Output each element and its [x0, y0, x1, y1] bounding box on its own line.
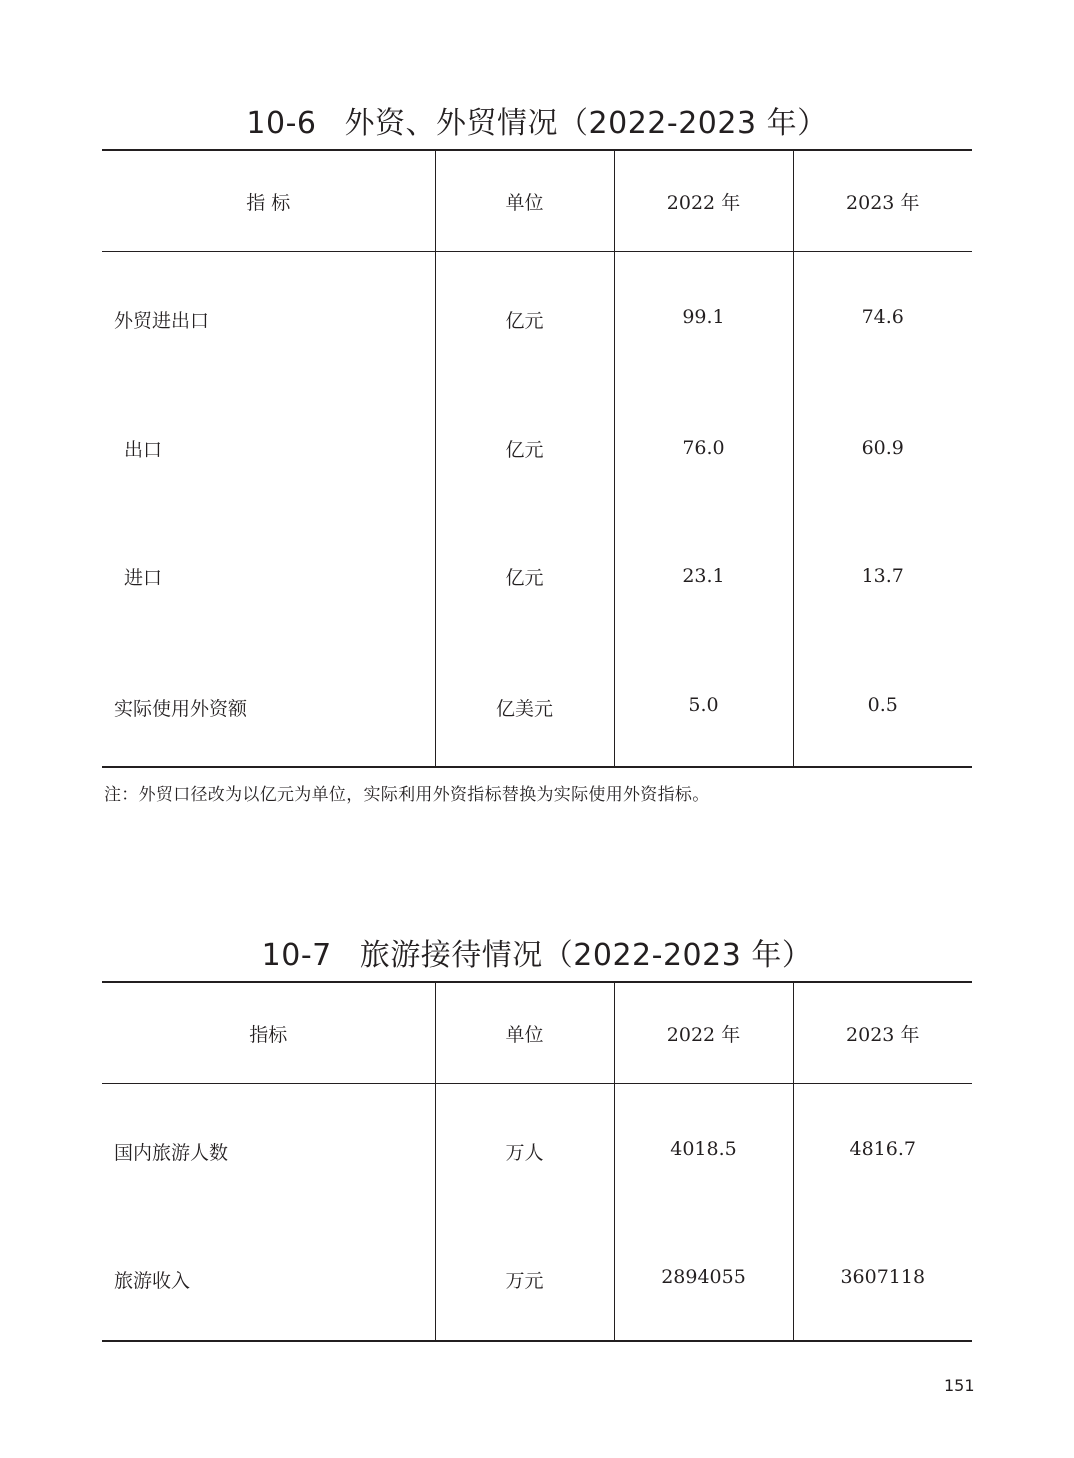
table-note: 注：外贸口径改为以亿元为单位，实际利用外资指标替换为实际使用外资指标。 — [104, 785, 710, 805]
table-10-6-title — [0, 98, 1074, 142]
table-10-7-number: 10-7 — [261, 938, 332, 973]
row-value-2022: 2894055 — [614, 1212, 793, 1341]
table-row — [102, 1084, 972, 1213]
row-label: 国内旅游人数 — [114, 1142, 229, 1164]
row-unit: 亿元 — [435, 384, 614, 512]
row-unit: 万人 — [435, 1084, 614, 1213]
header-indicator: 指标 — [249, 1023, 288, 1046]
table-row — [102, 252, 972, 385]
foreign-trade-table — [102, 149, 972, 768]
table-row — [102, 384, 972, 512]
table-row — [102, 1212, 972, 1341]
row-label: 实际使用外资额 — [114, 698, 248, 720]
header-2023: 2023 年 — [793, 150, 972, 252]
row-value-2022: 76.0 — [614, 384, 793, 512]
row-unit: 万元 — [435, 1212, 614, 1341]
row-value-2022: 99.1 — [614, 252, 793, 385]
row-value-2023: 13.7 — [793, 512, 972, 640]
table-10-6-number: 10-6 — [246, 106, 317, 141]
table-row — [102, 640, 972, 767]
row-value-2023: 74.6 — [793, 252, 972, 385]
header-indicator: 指 标 — [246, 191, 291, 214]
row-value-2022: 23.1 — [614, 512, 793, 640]
row-label: 旅游收入 — [114, 1270, 191, 1292]
row-unit: 亿元 — [435, 252, 614, 385]
table-header-row — [102, 982, 972, 1084]
table-row — [102, 512, 972, 640]
row-value-2023: 4816.7 — [793, 1084, 972, 1213]
page-number: 151 — [944, 1376, 975, 1395]
table-10-6-title-text: 外资、外贸情况（2022-2023 年） — [344, 106, 828, 141]
row-label: 外贸进出口 — [114, 310, 210, 332]
row-unit: 亿元 — [435, 512, 614, 640]
header-2022: 2022 年 — [614, 982, 793, 1084]
row-label: 进口 — [124, 566, 163, 589]
row-label: 出口 — [124, 438, 163, 461]
row-value-2023: 0.5 — [793, 640, 972, 767]
row-value-2022: 5.0 — [614, 640, 793, 767]
header-unit: 单位 — [435, 150, 614, 252]
row-value-2022: 4018.5 — [614, 1084, 793, 1213]
tourism-table — [102, 981, 972, 1342]
header-2022: 2022 年 — [614, 150, 793, 252]
table-header-row — [102, 150, 972, 252]
row-value-2023: 3607118 — [793, 1212, 972, 1341]
table-10-7-title-text: 旅游接待情况（2022-2023 年） — [359, 938, 813, 973]
header-unit: 单位 — [435, 982, 614, 1084]
table-10-7-title — [0, 930, 1074, 974]
header-2023: 2023 年 — [793, 982, 972, 1084]
row-unit: 亿美元 — [435, 640, 614, 767]
row-value-2023: 60.9 — [793, 384, 972, 512]
